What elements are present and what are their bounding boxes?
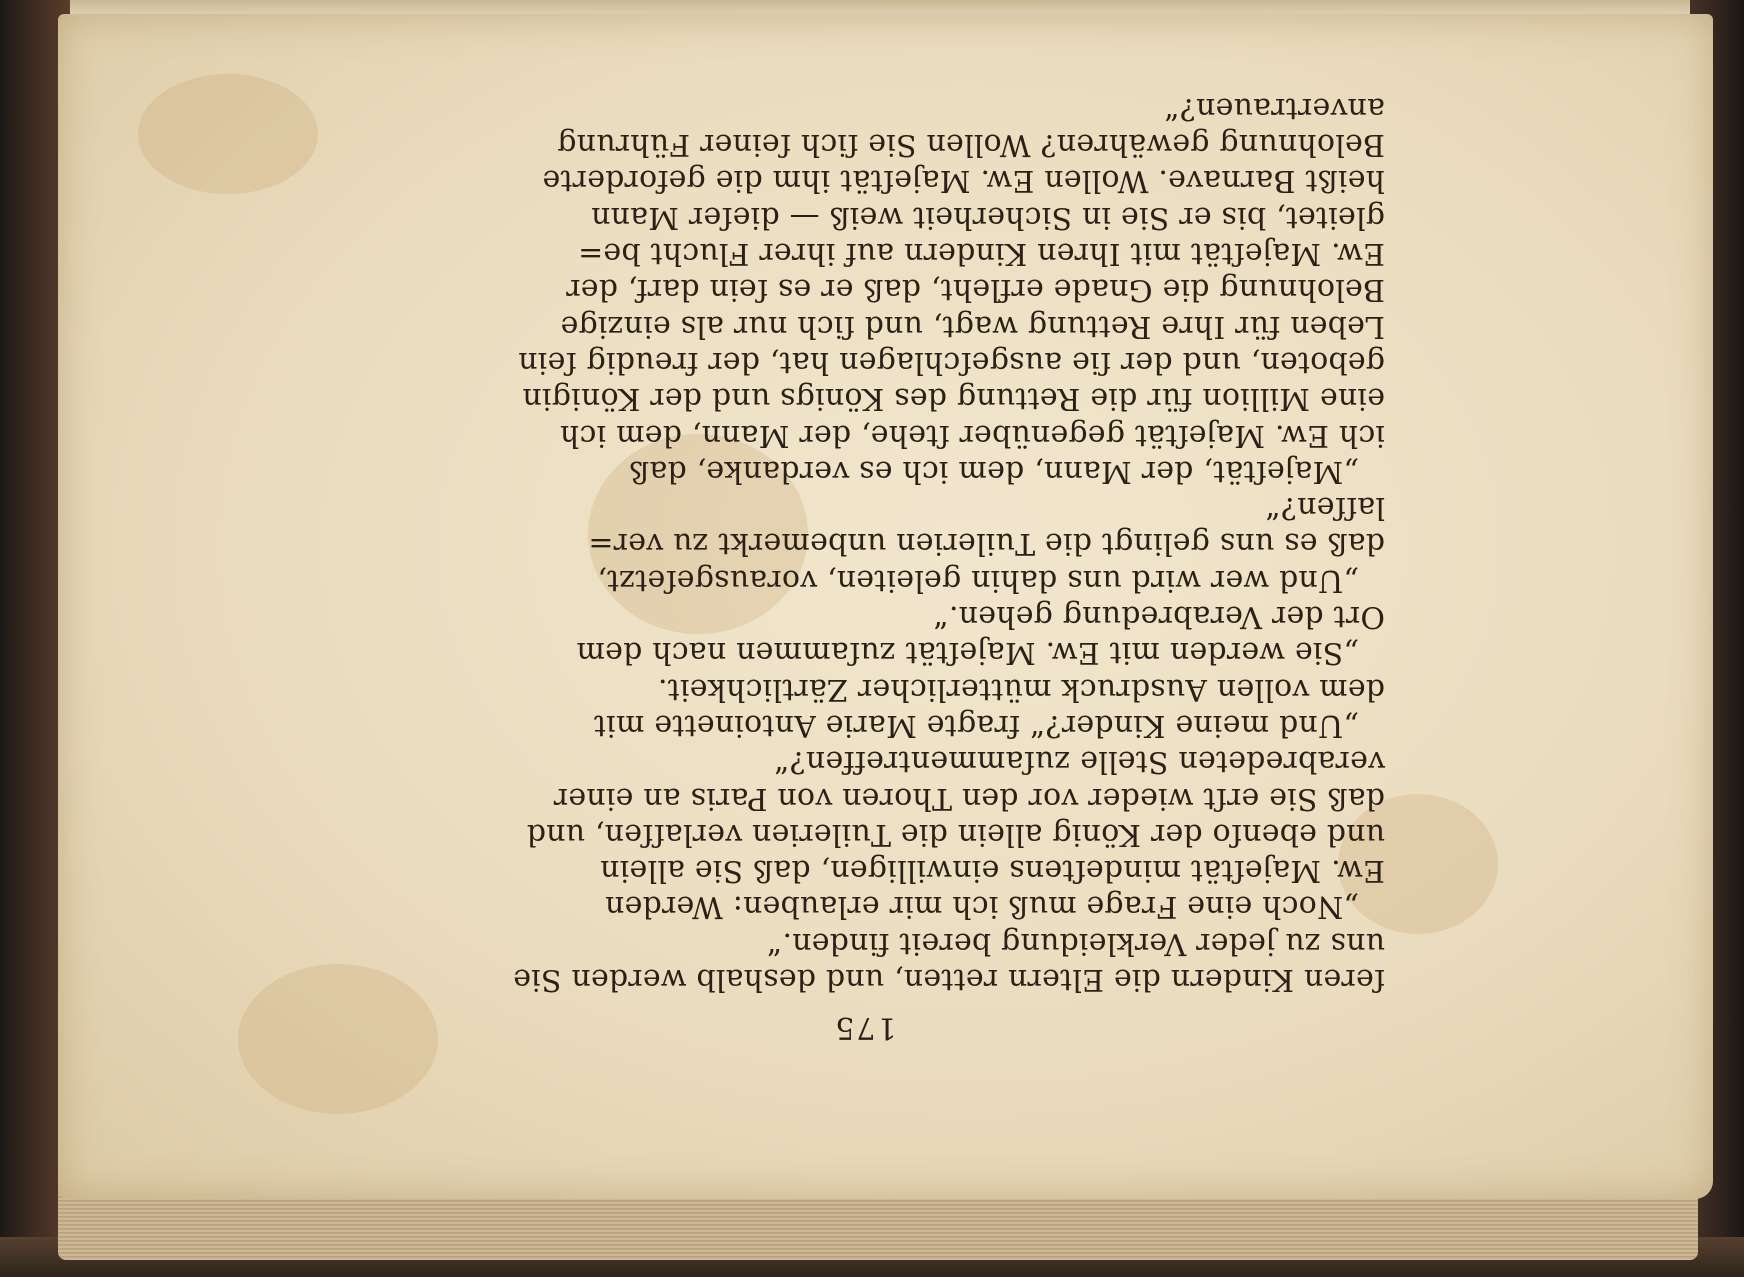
text-line: ich Ew. Majeſtät gegenüber ſtehe, der Mann, dem ich — [559, 417, 1385, 453]
text-lines — [345, 90, 1385, 997]
text-line: „Noch eine Frage muß ich mir erlauben: Werden — [604, 889, 1359, 925]
text-line: Belohnung gewähren? Wollen Sie ſich ſeiner Führung — [557, 127, 1385, 163]
text-line: Leben für Ihre Rettung wagt, und ſich nur als einzige — [560, 308, 1385, 344]
text-line: Ew. Majeſtät mindeſtens einwilligen, daß Sie allein — [600, 853, 1385, 889]
text-line: uns zu jeder Verkleidung bereit finden.“ — [766, 925, 1385, 961]
text-line: „Sie werden mit Ew. Majeſtät zuſammen nach dem — [576, 635, 1359, 671]
text-line: ſeren Kindern die Eltern retten, und deshalb werden Sie — [512, 962, 1385, 997]
foxing-stain — [138, 74, 318, 194]
text-line: dem vollen Ausdruck mütterlicher Zärtlichkeit. — [657, 671, 1385, 707]
text-line: eine Million für die Rettung des Königs und der Königin — [522, 381, 1385, 417]
page-number: 175 — [833, 1010, 897, 1045]
text-line: laſſen?“ — [1265, 490, 1385, 526]
text-line: „Majeſtät, der Mann, dem ich es verdanke, daß — [629, 453, 1359, 489]
text-line: daß es uns gelingt die Tuilerien unbemerkt zu ver= — [588, 526, 1385, 562]
text-line: und ebenſo der König allein die Tuilerien verlaſſen, und — [526, 816, 1385, 852]
text-line: heißt Barnave. Wollen Ew. Majeſtät ihm die geforderte — [542, 163, 1385, 199]
text-line: Belohnung die Gnade erfleht, daß er es ſein darf, der — [566, 272, 1385, 308]
page-text-block — [345, 90, 1385, 1045]
text-line: Ew. Majeſtät mit Ihren Kindern auf ihrer Flucht be= — [577, 236, 1385, 272]
text-line: Ort der Verabredung gehen.“ — [933, 599, 1385, 635]
text-line: gleitet, bis er Sie in Sicherheit weiß — dieſer Mann — [590, 199, 1385, 235]
page-edges — [58, 1190, 1698, 1260]
text-line: daß Sie erſt wieder vor den Thoren von Paris an einer — [553, 780, 1385, 816]
text-line: geboten, und der ſie ausgeſchlagen hat, der freudig ſein — [518, 344, 1385, 380]
text-line: „Und wer wird uns dahin geleiten, vorausgeſetzt, — [597, 562, 1359, 598]
text-line: verabredeten Stelle zuſammentreffen?“ — [773, 744, 1385, 780]
text-line: anvertrauen?“ — [1164, 90, 1385, 126]
text-line: „Und meine Kinder?“ fragte Marie Antoinette mit — [593, 707, 1359, 743]
